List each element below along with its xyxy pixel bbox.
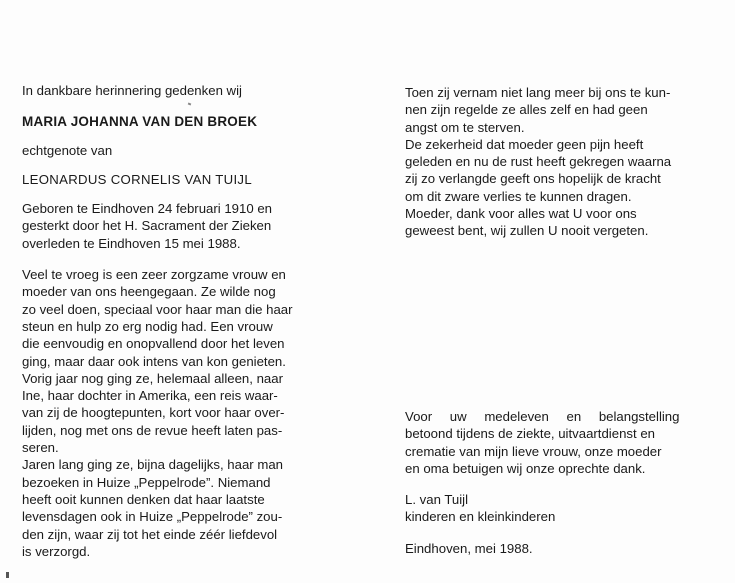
story-line: Veel te vroeg is een zeer zorgzame vrouw en <box>22 267 286 283</box>
story-paragraph <box>22 266 294 560</box>
spouse-name: LEONARDUS CORNELIS VAN TUIJL <box>22 171 252 187</box>
place-date: Eindhoven, mei 1988. <box>405 540 533 556</box>
farewell-line: om dit zware verlies te kunnen dragen. <box>405 188 632 204</box>
story-line: levensdagen ook in Huize „Peppelrode” zou- <box>22 509 283 525</box>
deceased-name: MARIA JOHANNA VAN DEN BROEK <box>22 114 258 130</box>
farewell-line: Toen zij vernam niet lang meer bij ons te kun- <box>405 85 671 100</box>
story-line: bezoeken in Huize „Peppelrode”. Niemand <box>22 474 271 490</box>
story-line: steun en hulp zo erg nodig had. Een vrouw <box>22 318 273 334</box>
thanks-block <box>405 408 700 557</box>
story-line: Vorig jaar nog ging ze, helemaal alleen, naar <box>22 370 283 386</box>
story-line: lijden, nog met ons de revue heeft laten pas- <box>22 422 283 438</box>
story-line: Ine, haar dochter in Amerika, een reis waar- <box>22 388 278 404</box>
story-line: van zij de hoogtepunten, kort voor haar over- <box>22 405 285 421</box>
story-line: moeder van ons heengegaan. Ze wilde nog <box>22 284 276 300</box>
farewell-line: Moeder, dank voor alles wat U voor ons <box>405 206 637 222</box>
farewell-line: De zekerheid dat moeder geen pijn heeft <box>405 136 644 152</box>
left-column <box>22 82 294 560</box>
story-line: Jaren lang ging ze, bijna dagelijks, haar man <box>22 457 283 473</box>
story-line: ging, maar daar ook intens van kon genieten. <box>22 353 286 369</box>
birth-death-paragraph <box>22 200 294 252</box>
signatory-name: L. van Tuijl <box>405 492 469 508</box>
thanks-line: Voor uw medeleven en belangstelling <box>405 409 680 424</box>
thanks-line: betoond tijdens de ziekte, uitvaartdienst en <box>405 426 655 442</box>
edge-mark <box>6 572 9 578</box>
farewell-line: zij zo verlangde geeft ons hopelijk de kracht <box>405 171 661 187</box>
spouse-label: echtgenote van <box>22 142 113 158</box>
right-column <box>405 84 700 240</box>
story-line: is verzorgd. <box>22 543 91 559</box>
thanks-line: en oma betuigen wij onze oprechte dank. <box>405 460 646 476</box>
story-line: den zijn, waar zij tot het einde zéér liefdevol <box>22 526 278 542</box>
story-line: zo veel doen, speciaal voor haar man die haar <box>22 301 293 317</box>
farewell-line: geweest bent, wij zullen U nooit vergeten. <box>405 223 649 239</box>
birth-line: Geboren te Eindhoven 24 februari 1910 en <box>22 201 273 217</box>
intro-text: In dankbare herinnering gedenken wij <box>22 83 242 98</box>
thanks-line: crematie van mijn lieve vrouw, onze moeder <box>405 443 662 459</box>
farewell-line: nen zijn regelde ze alles zelf en had geen <box>405 102 648 118</box>
story-line: seren. <box>22 440 59 456</box>
story-line: die eenvoudig en onopvallend door het leven <box>22 336 285 352</box>
story-line: heeft ooit kunnen denken dat haar laatste <box>22 491 265 507</box>
birth-line: overleden te Eindhoven 15 mei 1988. <box>22 235 241 251</box>
family-line: kinderen en kleinkinderen <box>405 509 556 525</box>
farewell-line: angst om te sterven. <box>405 119 525 135</box>
birth-line: gesterkt door het H. Sacrament der Zieken <box>22 218 272 234</box>
farewell-line: geleden en nu de rust heeft gekregen waarna <box>405 154 672 170</box>
